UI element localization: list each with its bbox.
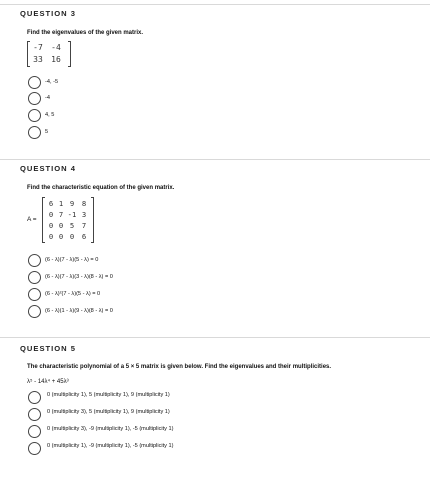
question-3-matrix — [27, 41, 71, 67]
q3-option-2-radio[interactable] — [28, 92, 41, 105]
q5-option-1-radio[interactable] — [28, 391, 41, 404]
section-divider — [0, 159, 430, 160]
q5-option-4-label: 0 (multiplicity 1), -9 (multiplicity 1), -5 (multiplicity 1) — [47, 443, 174, 449]
matrix-cell: 0 — [58, 232, 64, 241]
q4-option-2-label: (6 - λ)(7 - λ)(3 - λ)(8 - λ) = 0 — [45, 274, 113, 280]
q5-option-3-label: 0 (multiplicity 3), -9 (multiplicity 1), -5 (multiplicity 1) — [47, 426, 174, 432]
q4-option-4-label: (6 - λ)(1 - λ)(9 - λ)(8 - λ) = 0 — [45, 308, 113, 314]
matrix-cell: 1 — [58, 199, 64, 208]
matrix-cell: 9 — [69, 199, 75, 208]
matrix-right-bracket — [91, 197, 94, 243]
q4-option-3-label: (6 - λ)²(7 - λ)(5 - λ) = 0 — [45, 291, 101, 297]
matrix-cell: 6 — [81, 232, 87, 241]
matrix-left-bracket — [42, 197, 45, 243]
question-5-polynomial: λ⁵ - 14λ⁴ + 45λ³ — [27, 379, 69, 385]
matrix-cell: 8 — [81, 199, 87, 208]
section-divider — [0, 337, 430, 338]
matrix-cell: 5 — [69, 221, 75, 230]
matrix-cell: -7 — [33, 43, 43, 52]
matrix-cell: 16 — [51, 55, 61, 64]
q4-option-2-radio[interactable] — [28, 271, 41, 284]
q3-option-1-radio[interactable] — [28, 76, 41, 89]
question-3-prompt: Find the eigenvalues of the given matrix. — [27, 30, 144, 36]
matrix-cell: 7 — [81, 221, 87, 230]
matrix-cell: -4 — [51, 43, 61, 52]
question-4-title: QUESTION 4 — [20, 164, 76, 173]
matrix-cell: 0 — [58, 221, 64, 230]
question-4-matrix — [42, 197, 94, 243]
matrix-label: A = — [27, 216, 37, 223]
q5-option-4-radio[interactable] — [28, 442, 41, 455]
matrix-cell: 0 — [48, 210, 54, 219]
q3-option-2-label: -4 — [45, 95, 50, 101]
q3-option-4-radio[interactable] — [28, 126, 41, 139]
question-4-prompt: Find the characteristic equation of the given matrix. — [27, 185, 175, 191]
question-5-prompt: The characteristic polynomial of a 5 × 5 matrix is given below. Find the eigenvalues and their multiplicities. — [27, 364, 332, 370]
q3-option-4-label: 5 — [45, 129, 49, 135]
q3-option-3-label: 4, 5 — [45, 112, 55, 118]
matrix-cell: 7 — [58, 210, 64, 219]
matrix-cell: 0 — [48, 232, 54, 241]
matrix-cell: 6 — [48, 199, 54, 208]
matrix-cell: -1 — [67, 210, 77, 219]
section-divider — [0, 4, 430, 5]
q5-option-2-label: 0 (multiplicity 3), 5 (multiplicity 1), 9 (multiplicity 1) — [47, 409, 170, 415]
q5-option-3-radio[interactable] — [28, 425, 41, 438]
question-5-title: QUESTION 5 — [20, 344, 76, 353]
matrix-cell: 33 — [33, 55, 43, 64]
q5-option-2-radio[interactable] — [28, 408, 41, 421]
question-3-title: QUESTION 3 — [20, 9, 76, 18]
matrix-right-bracket — [68, 41, 71, 67]
q5-option-1-label: 0 (multiplicity 1), 5 (multiplicity 1), 9 (multiplicity 1) — [47, 392, 170, 398]
q3-option-3-radio[interactable] — [28, 109, 41, 122]
q4-option-1-label: (6 - λ)(7 - λ)(5 - λ) = 0 — [45, 257, 99, 263]
q4-option-1-radio[interactable] — [28, 254, 41, 267]
q4-option-4-radio[interactable] — [28, 305, 41, 318]
matrix-cell: 0 — [69, 232, 75, 241]
matrix-cell: 3 — [81, 210, 87, 219]
matrix-cell: 0 — [48, 221, 54, 230]
matrix-left-bracket — [27, 41, 30, 67]
q3-option-1-label: -4, -5 — [45, 79, 59, 85]
q4-option-3-radio[interactable] — [28, 288, 41, 301]
